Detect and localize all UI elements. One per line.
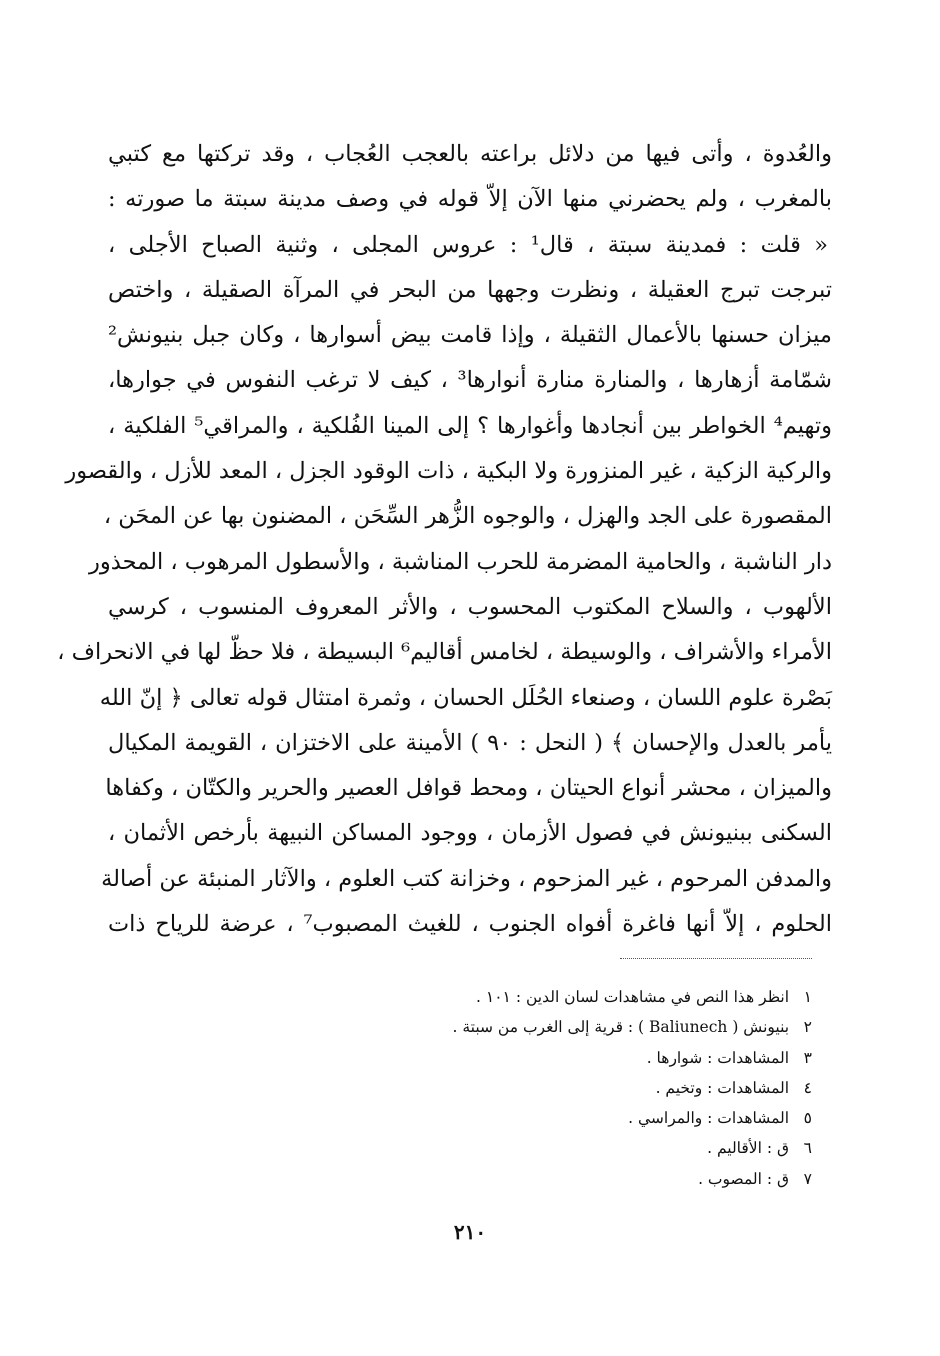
footnote: [300, 1133, 812, 1163]
text-line: والميزان ، محشر أنواع الحيتان ، ومحط قوافل العصير والحرير والكتّان ، وكفاها: [105, 775, 832, 802]
footnotes: [300, 982, 812, 1194]
text-line: وتهيم⁴ الخواطر بين أنجادها وأغوارها ؟ إلى المينا الفُلكية ، والمراقي⁵ الفلكية ،: [108, 412, 832, 439]
footnote: [300, 1012, 812, 1042]
footnote: [300, 982, 812, 1012]
text-line: شمّامة أزهارها ، والمنارة منارة أنوارها³ ، كيف لا ترغب النفوس في جوارها،: [108, 367, 832, 394]
text-line: بَصْرة علوم اللسان ، وصنعاء الحُلَل الحسان ، وثمرة امتثال قوله تعالى ﴿ إنّ الله: [99, 684, 832, 711]
footnote-text: ق : الأقاليم .: [707, 1139, 790, 1158]
text-line: والعُدوة ، وأتى فيها من دلائل براعته بالعجب العُجاب ، وقد تركتها مع كتبي: [108, 141, 832, 167]
text-line: السكنى ببنيونش في فصول الأزمان ، ووجود المساكن النبيهة بأرخص الأثمان ،: [108, 820, 832, 847]
footnote: [300, 1073, 812, 1103]
footnote-number: ٣: [803, 1048, 812, 1067]
text-line: والمدفن المرحوم ، غير المزحوم ، وخزانة كتب العلوم ، والآثار المنبئة عن أصالة: [101, 865, 832, 892]
footnote: [300, 1043, 812, 1073]
text-line: الأمراء والأشراف ، والوسيطة ، لخامس أقاليم⁶ البسيطة ، فلا حظّ لها في الانحراف ،: [57, 639, 832, 666]
text-line: دار الناشبة ، والحامية المضرمة للحرب المناشبة ، والأسطول المرهوب ، المحذور: [89, 548, 832, 575]
footnote-number: ٤: [803, 1078, 812, 1097]
text-line: « قلت : فمدينة سبتة ، قال¹ : عروس المجلى ، وثنية الصباح الأجلى ،: [108, 231, 828, 258]
footnote: [300, 1103, 812, 1133]
footnote-text: المشاهدات : وتخيم .: [655, 1078, 790, 1097]
footnote-text: انظر هذا النص في مشاهدات لسان الدين : ١٠١ .: [476, 988, 790, 1006]
footnote-text: بنيونش ( Baliunech ) : قرية إلى الغرب من سبتة .: [452, 1018, 790, 1037]
footnote-number: ١: [803, 988, 812, 1006]
main-text: [57, 132, 832, 947]
text-line: المقصورة على الجد والهزل ، والوجوه الزُّهر السِّحَن ، المضنون بها عن المحَن ،: [103, 503, 832, 530]
footnote: [300, 1164, 812, 1194]
footnote-number: ٦: [803, 1139, 812, 1158]
text-line: تبرجت تبرج العقيلة ، ونظرت وجهها من البحر في المرآة الصقيلة ، واختص: [108, 276, 832, 303]
footnote-number: ٧: [803, 1169, 812, 1188]
text-line: والركية الزكية ، غير المنزورة ولا البكية ، ذات الوقود الجزل ، المعد للأزل ، والقصور: [65, 458, 832, 485]
footnote-text: ق : المصوب .: [698, 1169, 790, 1188]
text-line: الحلوم ، إلاّ أنها فاغرة أفواه الجنوب ، للغيث المصبوب⁷ ، عرضة للرياح ذات: [108, 911, 832, 938]
text-line: الألهوب ، والسلاح المكتوب المحسوب ، والأثر المعروف المنسوب ، كرسي: [108, 593, 832, 620]
text-line: بالمغرب ، ولم يحضرني منها الآن إلاّ قوله في وصف مدينة سبتة ما صورته :: [108, 186, 832, 213]
footnote-number: ٢: [803, 1018, 812, 1037]
page-number: ٢١٠: [453, 1220, 487, 1244]
text-line: يأمر بالعدل والإحسان ﴾ ( النحل : ٩٠ ) الأمينة على الاختزان ، القويمة المكيال: [108, 729, 832, 756]
text-line: ميزان حسنها بالأعمال الثقيلة ، وإذا قامت بيض أسوارها ، وكان جبل بنيونش²: [108, 322, 832, 349]
footnote-divider: [620, 958, 812, 959]
footnote-number: ٥: [803, 1109, 812, 1128]
footnote-text: المشاهدات : شوارها .: [646, 1048, 790, 1067]
footnote-text: المشاهدات : والمراسي .: [628, 1109, 790, 1128]
